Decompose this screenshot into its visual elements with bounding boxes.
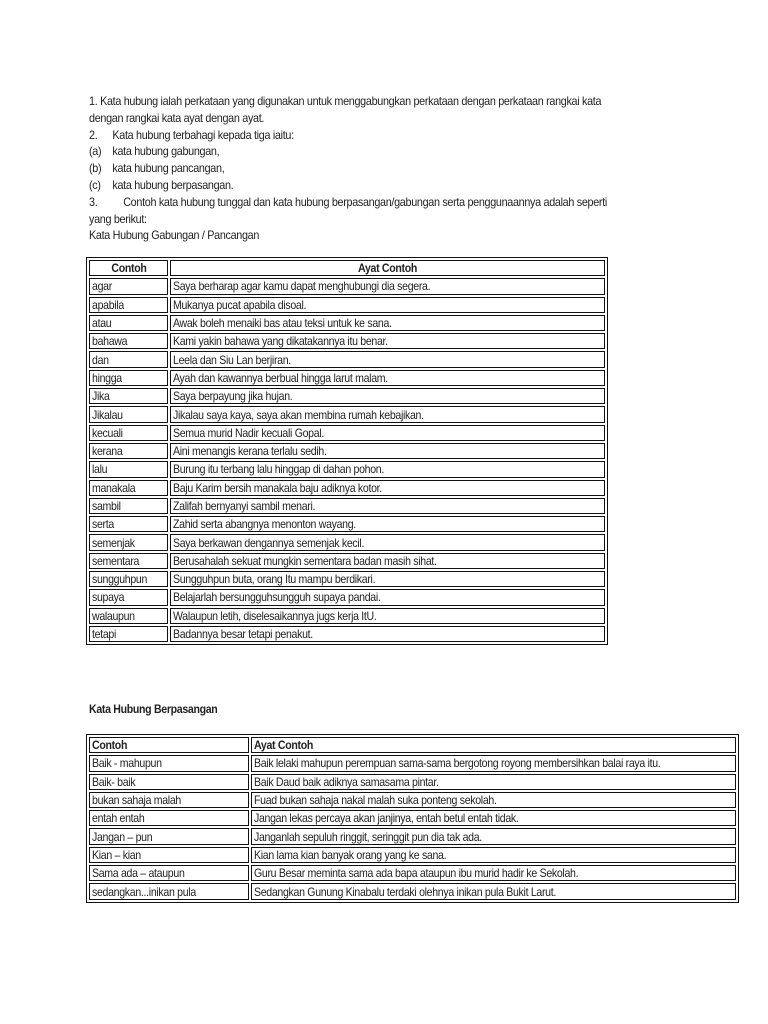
cell-text: sambil	[92, 499, 121, 513]
cell-contoh	[89, 333, 168, 349]
table-row	[89, 480, 605, 496]
header-label: Ayat Contoh	[358, 261, 417, 276]
cell-contoh	[89, 534, 168, 550]
table-row	[89, 810, 736, 826]
cell-contoh	[89, 883, 249, 899]
cell-contoh	[89, 553, 168, 569]
cell-ayat-contoh	[170, 278, 605, 294]
cell-text: Fuad bukan sahaja nakal malah suka ponteng sekolah.	[254, 793, 497, 808]
cell-ayat-contoh	[251, 774, 736, 790]
cell-text: Aini menangis kerana terlalu sedih.	[173, 444, 327, 459]
cell-contoh	[89, 608, 168, 624]
cell-text: walaupun	[92, 608, 135, 623]
item-text: kata hubung berpasangan.	[112, 177, 234, 192]
column-header-ayat-contoh	[251, 737, 736, 753]
cell-ayat-contoh	[251, 792, 736, 808]
cell-contoh	[89, 516, 168, 532]
cell-contoh	[89, 315, 168, 331]
cell-ayat-contoh	[251, 810, 736, 826]
cell-text: Janganlah sepuluh ringgit, seringgit pun dia tak ada.	[254, 829, 482, 844]
cell-text: Kian – kian	[92, 847, 141, 862]
cell-contoh	[89, 755, 249, 771]
cell-text: tetapi	[92, 627, 116, 642]
cell-ayat-contoh	[170, 333, 605, 349]
cell-text: lalu	[92, 462, 108, 477]
cell-ayat-contoh	[170, 388, 605, 404]
item-number: (a)	[89, 144, 102, 159]
intro-item-3	[89, 194, 620, 211]
table-row	[89, 278, 605, 294]
cell-contoh	[89, 388, 168, 404]
cell-contoh	[89, 589, 168, 605]
table-row	[89, 774, 736, 790]
cell-text: sementara	[92, 553, 140, 568]
cell-contoh	[89, 810, 249, 826]
cell-text: sungguhpun	[92, 572, 148, 587]
table-header-row	[89, 260, 605, 276]
cell-contoh	[89, 297, 168, 313]
cell-text: sedangkan...inikan pula	[92, 884, 196, 899]
cell-contoh	[89, 461, 168, 477]
cell-ayat-contoh	[170, 608, 605, 624]
cell-text: Berusahalah sekuat mungkin sementara badan masih sihat.	[173, 553, 437, 568]
cell-text: Saya berharap agar kamu dapat menghubungi dia segera.	[173, 279, 431, 294]
cell-text: entah entah	[92, 811, 145, 826]
cell-text: atau	[92, 316, 112, 331]
header-label: Ayat Contoh	[254, 738, 313, 753]
cell-ayat-contoh	[170, 534, 605, 550]
intro-item-a	[89, 143, 620, 160]
cell-text: Sedangkan Gunung Kinabalu terdaki olehnya inikan pula Bukit Larut.	[254, 884, 556, 899]
cell-text: Baik Daud baik adiknya samasama pintar.	[254, 774, 439, 789]
cell-ayat-contoh	[170, 297, 605, 313]
cell-ayat-contoh	[170, 425, 605, 441]
cell-ayat-contoh	[251, 883, 736, 899]
cell-text: Belajarlah bersungguhsungguh supaya pandai.	[173, 590, 381, 605]
cell-contoh	[89, 425, 168, 441]
cell-text: supaya	[92, 590, 125, 605]
column-header-ayat-contoh	[170, 260, 605, 276]
intro-item-b	[89, 160, 620, 177]
cell-text: Guru Besar meminta sama ada bapa ataupun ibu murid hadir ke Sekolah.	[254, 866, 579, 881]
cell-contoh	[89, 370, 168, 386]
table-row	[89, 425, 605, 441]
cell-text: dan	[92, 352, 109, 367]
item-text: kata hubung pancangan,	[112, 161, 225, 176]
cell-ayat-contoh	[170, 315, 605, 331]
header-label: Contoh	[110, 261, 147, 276]
table-row	[89, 553, 605, 569]
cell-text: Leela dan Siu Lan berjiran.	[173, 352, 291, 367]
table-row	[89, 755, 736, 771]
cell-text: Baik lelaki mahupun perempuan sama-sama bergotong royong membersihkan balai raya itu.	[254, 756, 661, 771]
cell-text: Badannya besar tetapi penakut.	[173, 627, 313, 642]
intro-line-after-3: yang berikut:	[89, 211, 147, 226]
cell-ayat-contoh	[170, 553, 605, 569]
cell-text: Baik- baik	[92, 774, 136, 789]
cell-text: Sama ada – ataupun	[92, 866, 185, 881]
table-row	[89, 443, 605, 459]
table-row	[89, 828, 736, 844]
cell-text: Jika	[92, 389, 110, 404]
header-label: Contoh	[92, 738, 128, 753]
cell-text: Saya berpayung jika hujan.	[173, 389, 293, 404]
cell-text: kecuali	[92, 425, 123, 440]
cell-ayat-contoh	[170, 516, 605, 532]
cell-ayat-contoh	[251, 755, 736, 771]
table-row	[89, 461, 605, 477]
cell-text: Jangan lekas percaya akan janjinya, entah betul entah tidak.	[254, 811, 519, 826]
cell-text: Baju Karim bersih manakala baju adiknya kotor.	[173, 480, 382, 495]
cell-text: Jikalau	[92, 407, 123, 422]
cell-text: agar	[92, 279, 112, 294]
cell-ayat-contoh	[251, 828, 736, 844]
intro-line-2: dengan rangkai kata ayat dengan ayat.	[89, 110, 265, 125]
table-row	[89, 534, 605, 550]
cell-ayat-contoh	[251, 847, 736, 863]
intro-text	[89, 93, 620, 244]
table-row	[89, 883, 736, 899]
cell-contoh	[89, 792, 249, 808]
cell-ayat-contoh	[170, 370, 605, 386]
table-row	[89, 406, 605, 422]
cell-ayat-contoh	[170, 626, 605, 642]
table-header-row	[89, 737, 736, 753]
table-row	[89, 297, 605, 313]
cell-text: hingga	[92, 370, 122, 385]
cell-text: Jikalau saya kaya, saya akan membina rumah kebajikan.	[173, 407, 424, 422]
item-number: 3.	[89, 194, 98, 209]
item-number: (c)	[89, 177, 101, 192]
cell-text: semenjak	[92, 535, 135, 550]
cell-text: Burung itu terbang lalu hinggap di dahan pohon.	[173, 462, 384, 477]
cell-text: Sungguhpun buta, orang Itu mampu berdikari.	[173, 572, 376, 587]
section-1-title: Kata Hubung Gabungan / Pancangan	[89, 228, 260, 243]
column-header-contoh	[89, 737, 249, 753]
table-row	[89, 626, 605, 642]
section-2-title: Kata Hubung Berpasangan	[89, 702, 218, 716]
cell-text: Semua murid Nadir kecuali Gopal.	[173, 425, 324, 440]
table-body	[89, 278, 605, 642]
cell-text: manakala	[92, 480, 136, 495]
cell-contoh	[89, 498, 168, 514]
cell-text: serta	[92, 517, 114, 532]
cell-text: kerana	[92, 444, 123, 459]
cell-text: Saya berkawan dengannya semenjak kecil.	[173, 535, 365, 550]
cell-text: Kami yakin bahawa yang dikatakannya itu benar.	[173, 334, 388, 349]
cell-text: Mukanya pucat apabila disoal.	[173, 297, 307, 312]
cell-ayat-contoh	[251, 865, 736, 881]
cell-text: apabila	[92, 297, 124, 312]
item-text: kata hubung gabungan,	[112, 144, 220, 159]
table-berpasangan	[86, 734, 739, 903]
table-row	[89, 847, 736, 863]
cell-contoh	[89, 626, 168, 642]
table-row	[89, 792, 736, 808]
cell-ayat-contoh	[170, 571, 605, 587]
cell-contoh	[89, 278, 168, 294]
cell-ayat-contoh	[170, 406, 605, 422]
cell-contoh	[89, 406, 168, 422]
item-text: Contoh kata hubung tunggal dan kata hubung berpasangan/gabungan serta penggunaannya adalah seperti	[123, 194, 607, 209]
item-number: (b)	[89, 161, 102, 176]
cell-ayat-contoh	[170, 480, 605, 496]
cell-text: Walaupun letih, diselesaikannya jugs kerja ItU.	[173, 608, 377, 623]
item-number: 2.	[89, 127, 98, 142]
table-gabungan-pancangan	[86, 257, 608, 645]
cell-text: Zalifah bernyanyi sambil menari.	[173, 499, 316, 513]
table-row	[89, 315, 605, 331]
table-row	[89, 589, 605, 605]
cell-text: Jangan – pun	[92, 829, 153, 844]
cell-text: Awak boleh menaiki bas atau teksi untuk ke sana.	[173, 316, 392, 331]
cell-text: Zahid serta abangnya menonton wayang.	[173, 517, 356, 532]
cell-ayat-contoh	[170, 351, 605, 367]
table-row	[89, 351, 605, 367]
intro-item-2	[89, 127, 620, 144]
cell-text: bahawa	[92, 334, 128, 349]
cell-contoh	[89, 828, 249, 844]
table-row	[89, 388, 605, 404]
cell-text: bukan sahaja malah	[92, 793, 181, 808]
intro-line-1: 1. Kata hubung ialah perkataan yang digunakan untuk menggabungkan perkataan dengan perkataan rangkai kata	[89, 94, 602, 108]
intro-item-c	[89, 177, 620, 194]
cell-contoh	[89, 443, 168, 459]
table-row	[89, 370, 605, 386]
cell-ayat-contoh	[170, 589, 605, 605]
cell-contoh	[89, 774, 249, 790]
cell-ayat-contoh	[170, 443, 605, 459]
cell-contoh	[89, 865, 249, 881]
table-row	[89, 608, 605, 624]
cell-contoh	[89, 847, 249, 863]
cell-contoh	[89, 351, 168, 367]
table-row	[89, 865, 736, 881]
table-row	[89, 571, 605, 587]
cell-ayat-contoh	[170, 461, 605, 477]
table-row	[89, 333, 605, 349]
table-row	[89, 516, 605, 532]
table-body	[89, 755, 736, 899]
item-text: Kata hubung terbahagi kepada tiga iaitu:	[112, 127, 294, 142]
cell-text: Ayah dan kawannya berbual hingga larut malam.	[173, 370, 388, 385]
column-header-contoh	[89, 260, 168, 276]
table-row	[89, 498, 605, 514]
cell-contoh	[89, 571, 168, 587]
cell-text: Baik - mahupun	[92, 756, 162, 771]
cell-ayat-contoh	[170, 498, 605, 514]
cell-text: Kian lama kian banyak orang yang ke sana.	[254, 847, 447, 862]
cell-contoh	[89, 480, 168, 496]
